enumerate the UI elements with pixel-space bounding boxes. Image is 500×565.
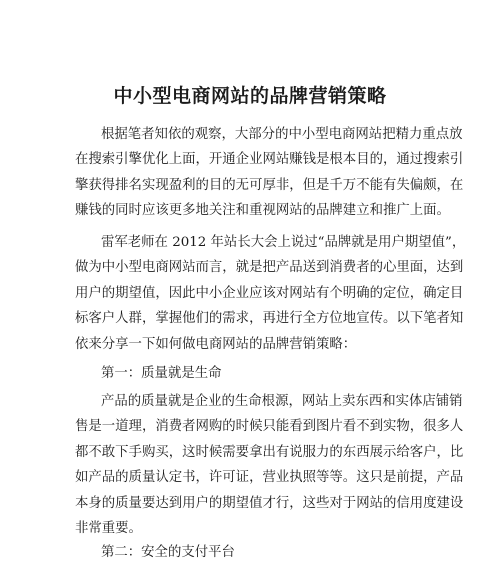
- paragraph-line: 雷军老师在 2012 年站长大会上说过“品牌就是用户期望值”，: [101, 235, 466, 250]
- paragraph-line: 非常重要。: [75, 521, 142, 536]
- paragraph-line: 在搜索引擎优化上面，开通企业网站赚钱是根本目的，通过搜索引: [75, 152, 464, 167]
- section-heading: 第一：质量就是生命: [101, 366, 222, 381]
- paragraph-line: 本身的质量要达到用户的期望值才行，这些对于网站的信用度建设: [75, 496, 464, 511]
- paragraph-line: 售是一道理，消费者网购的时候只能看到图片看不到实物，很多人: [75, 419, 464, 434]
- section-heading: 第二：安全的支付平台: [101, 545, 235, 560]
- paragraph-line: 依来分享一下如何做电商网站的品牌营销策略：: [75, 337, 357, 352]
- paragraph-line: 用户的期望值，因此中小企业应该对网站有个明确的定位，确定目: [75, 286, 464, 301]
- paragraph-line: 如产品的质量认定书，许可证，营业执照等等。这只是前提，产品: [75, 470, 464, 485]
- paragraph-line: 擎获得排名实现盈利的目的无可厚非，但是千万不能有失偏颇，在: [75, 178, 464, 193]
- paragraph-line: 赚钱的同时应该更多地关注和重视网站的品牌建立和推广上面。: [75, 203, 450, 218]
- document-title: 中小型电商网站的品牌营销策略: [113, 85, 387, 107]
- paragraph-line: 标客户人群，掌握他们的需求，再进行全方位地宣传。以下笔者知: [75, 311, 464, 326]
- paragraph-line: 做为中小型电商网站而言，就是把产品送到消费者的心里面，达到: [75, 260, 464, 275]
- paragraph-line: 产品的质量就是企业的生命根源，网站上卖东西和实体店铺销: [101, 394, 463, 409]
- paragraph-line: 根据笔者知依的观察，大部分的中小型电商网站把精力重点放: [101, 127, 463, 142]
- paragraph-line: 都不敢下手购买，这时候需要拿出有说服力的东西展示给客户，比: [75, 445, 464, 460]
